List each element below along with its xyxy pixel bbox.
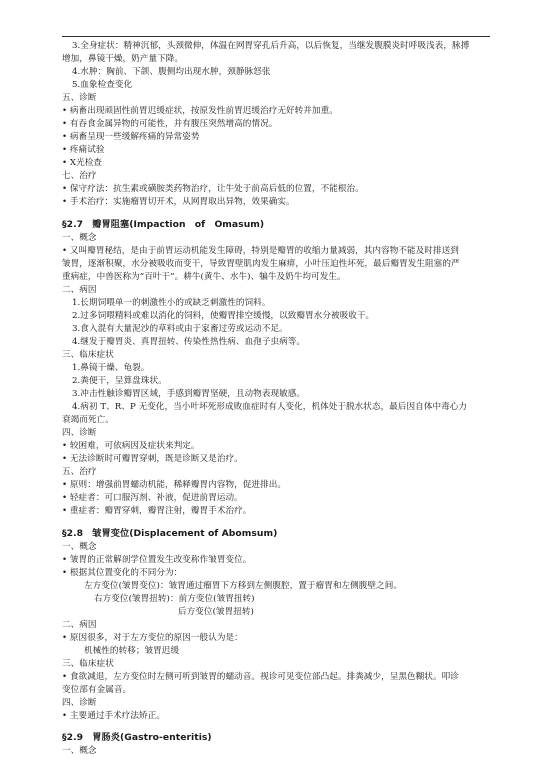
text-line: 4.继发于瓣胃炎、真胃扭转、传染性热性病、血孢子虫病等。	[72, 337, 306, 347]
section-heading: 七、治疗	[62, 171, 97, 181]
section-heading: 四、诊断	[62, 428, 97, 438]
text-line: 1.长期饲喂单一的刺激性小的或缺乏刺激性的饲料。	[72, 298, 271, 308]
bullet-item: • 皱胃的正常解剖学位置发生改变称作皱胃变位。	[62, 555, 252, 565]
section-heading: 三、临床症状	[62, 350, 114, 360]
text-line: 左方变位(皱胃变位)：皱胃通过瘤胃下方移到左侧腹腔，置于瘤胃和左侧腹壁之间。	[84, 581, 402, 591]
text-line: 2.过多饲喂精料或难以消化的饲料，使瓣胃排空缓慢，以致瓣胃水分被吸收干。	[72, 311, 375, 321]
section-heading: 四、诊断	[62, 698, 97, 708]
text-line: 衰竭而死亡。	[62, 415, 114, 425]
bullet-item: • 又叫瓣胃秘结，是由于前胃运动机能发生障碍，特别是瓣胃的收缩力量减弱，其内容物不能及时排送到	[62, 246, 459, 256]
chapter-heading: §2.7 瓣胃阻塞(Impaction of Omasum)	[62, 219, 265, 230]
text-line: 3.食入混有大量泥沙的草料或由于家畜过劳或运动不足。	[72, 324, 288, 334]
bullet-item: • 原因很多，对于左方变位的原因一般认为是：	[62, 633, 243, 643]
bullet-item: • 重症者：瓣胃穿刺，瓣胃注射，瓣胃手术治疗。	[62, 506, 252, 516]
bullet-item: • 病畜出现顽固性前胃迟缓症状，按原发性前胃迟缓治疗无好转并加重。	[62, 106, 338, 116]
bullet-item: • 根据其位置变化的不同分为：	[62, 568, 183, 578]
bullet-item: • 无法诊断时可瓣胃穿刺，既是诊断又是治疗。	[62, 454, 243, 464]
bullet-item: • 主要通过手术疗法矫正。	[62, 711, 165, 721]
bullet-item: • 病畜呈现一些缓解疼痛的异常姿势	[62, 132, 200, 142]
text-line: 4.水肿：胸前、下颌、腹侧均出现水肿，颈静脉怒张	[72, 67, 271, 77]
text-line: 变位部有金属音。	[62, 685, 132, 695]
bullet-item: • 原则：增强前胃蠕动机能，稀释瓣胃内容物，促进排出。	[62, 480, 286, 490]
bullet-item: • 食欲减退，左方变位时左侧可听到皱胃的蠕动音。视诊可见变位部凸起。排粪减少，呈黑色糊状。叩诊	[62, 672, 459, 682]
text-line: 增加，鼻镜干燥，奶产量下降。	[62, 54, 184, 64]
text-line: 后方变位(皱胃扭转)	[178, 607, 254, 617]
chapter-heading: §2.8 皱胃变位(Displacement of Abomsum)	[62, 528, 278, 539]
text-line: 3.冲击性触诊瓣胃区域，手感到瓣胃坚硬，且动物表现敏感。	[72, 389, 306, 399]
text-line: 2.粪便干，呈算盘珠状。	[72, 376, 167, 386]
text-line: 重病症，中兽医称为“百叶干”。耕牛(黄牛、水牛)、犏牛及奶牛均可发生。	[62, 272, 346, 282]
text-line: 皱胃，逐渐积聚，水分被吸收而变干，导致胃壁肌肉发生麻痹，小叶压迫性坏死，最后瓣胃发生阻塞的严	[62, 259, 460, 269]
top-rule	[62, 36, 490, 37]
section-heading: 五、诊断	[62, 93, 97, 103]
section-heading: 二、病因	[62, 285, 97, 295]
text-line: 右方变位(皱胃扭转)：前方变位(皱胃扭转)	[94, 594, 255, 604]
section-heading: 五、治疗	[62, 467, 97, 477]
text-line: 机械性的转移；皱胃迟缓	[84, 646, 180, 656]
bullet-item: • X光检查	[62, 158, 102, 168]
section-heading: 二、病因	[62, 620, 97, 630]
text-line: 1.鼻镜干燥、龟裂。	[72, 363, 150, 373]
bullet-item: • 较困难，可依病因及症状来判定。	[62, 441, 200, 451]
section-heading: 一、概念	[62, 542, 97, 552]
text-line: 3.全身症状：精神沉郁，头颈微伸，体温在网胃穿孔后升高，以后恢复，当继发腹膜炎时呼吸浅表，脉搏	[72, 41, 470, 51]
text-line: 4.病初 T、R、P 无变化，当小叶坏死形成败血症时有人变化，机体处于脱水状态，最后因自体中毒心力	[72, 402, 468, 412]
bullet-item: • 保守疗法：抗生素或磺胺类药物治疗，让牛处于前高后低的位置，不能根治。	[62, 184, 364, 194]
text-line: 5.血象检查变化	[72, 80, 133, 90]
chapter-heading: §2.9 胃肠炎(Gastro-enteritis)	[62, 732, 212, 743]
bullet-item: • 手术治疗：实施瘤胃切开术，从网胃取出异物，效果确实。	[62, 197, 295, 207]
bullet-item: • 有吞食金属异物的可能性，并有腹压突然增高的情况。	[62, 119, 278, 129]
section-heading: 一、概念	[62, 746, 97, 756]
section-heading: 三、临床症状	[62, 659, 114, 669]
section-heading: 一、概念	[62, 233, 97, 243]
bullet-item: • 疼痛试验	[62, 145, 105, 155]
bullet-item: • 轻症者：可口服泻剂、补液，促进前胃运动。	[62, 493, 243, 503]
